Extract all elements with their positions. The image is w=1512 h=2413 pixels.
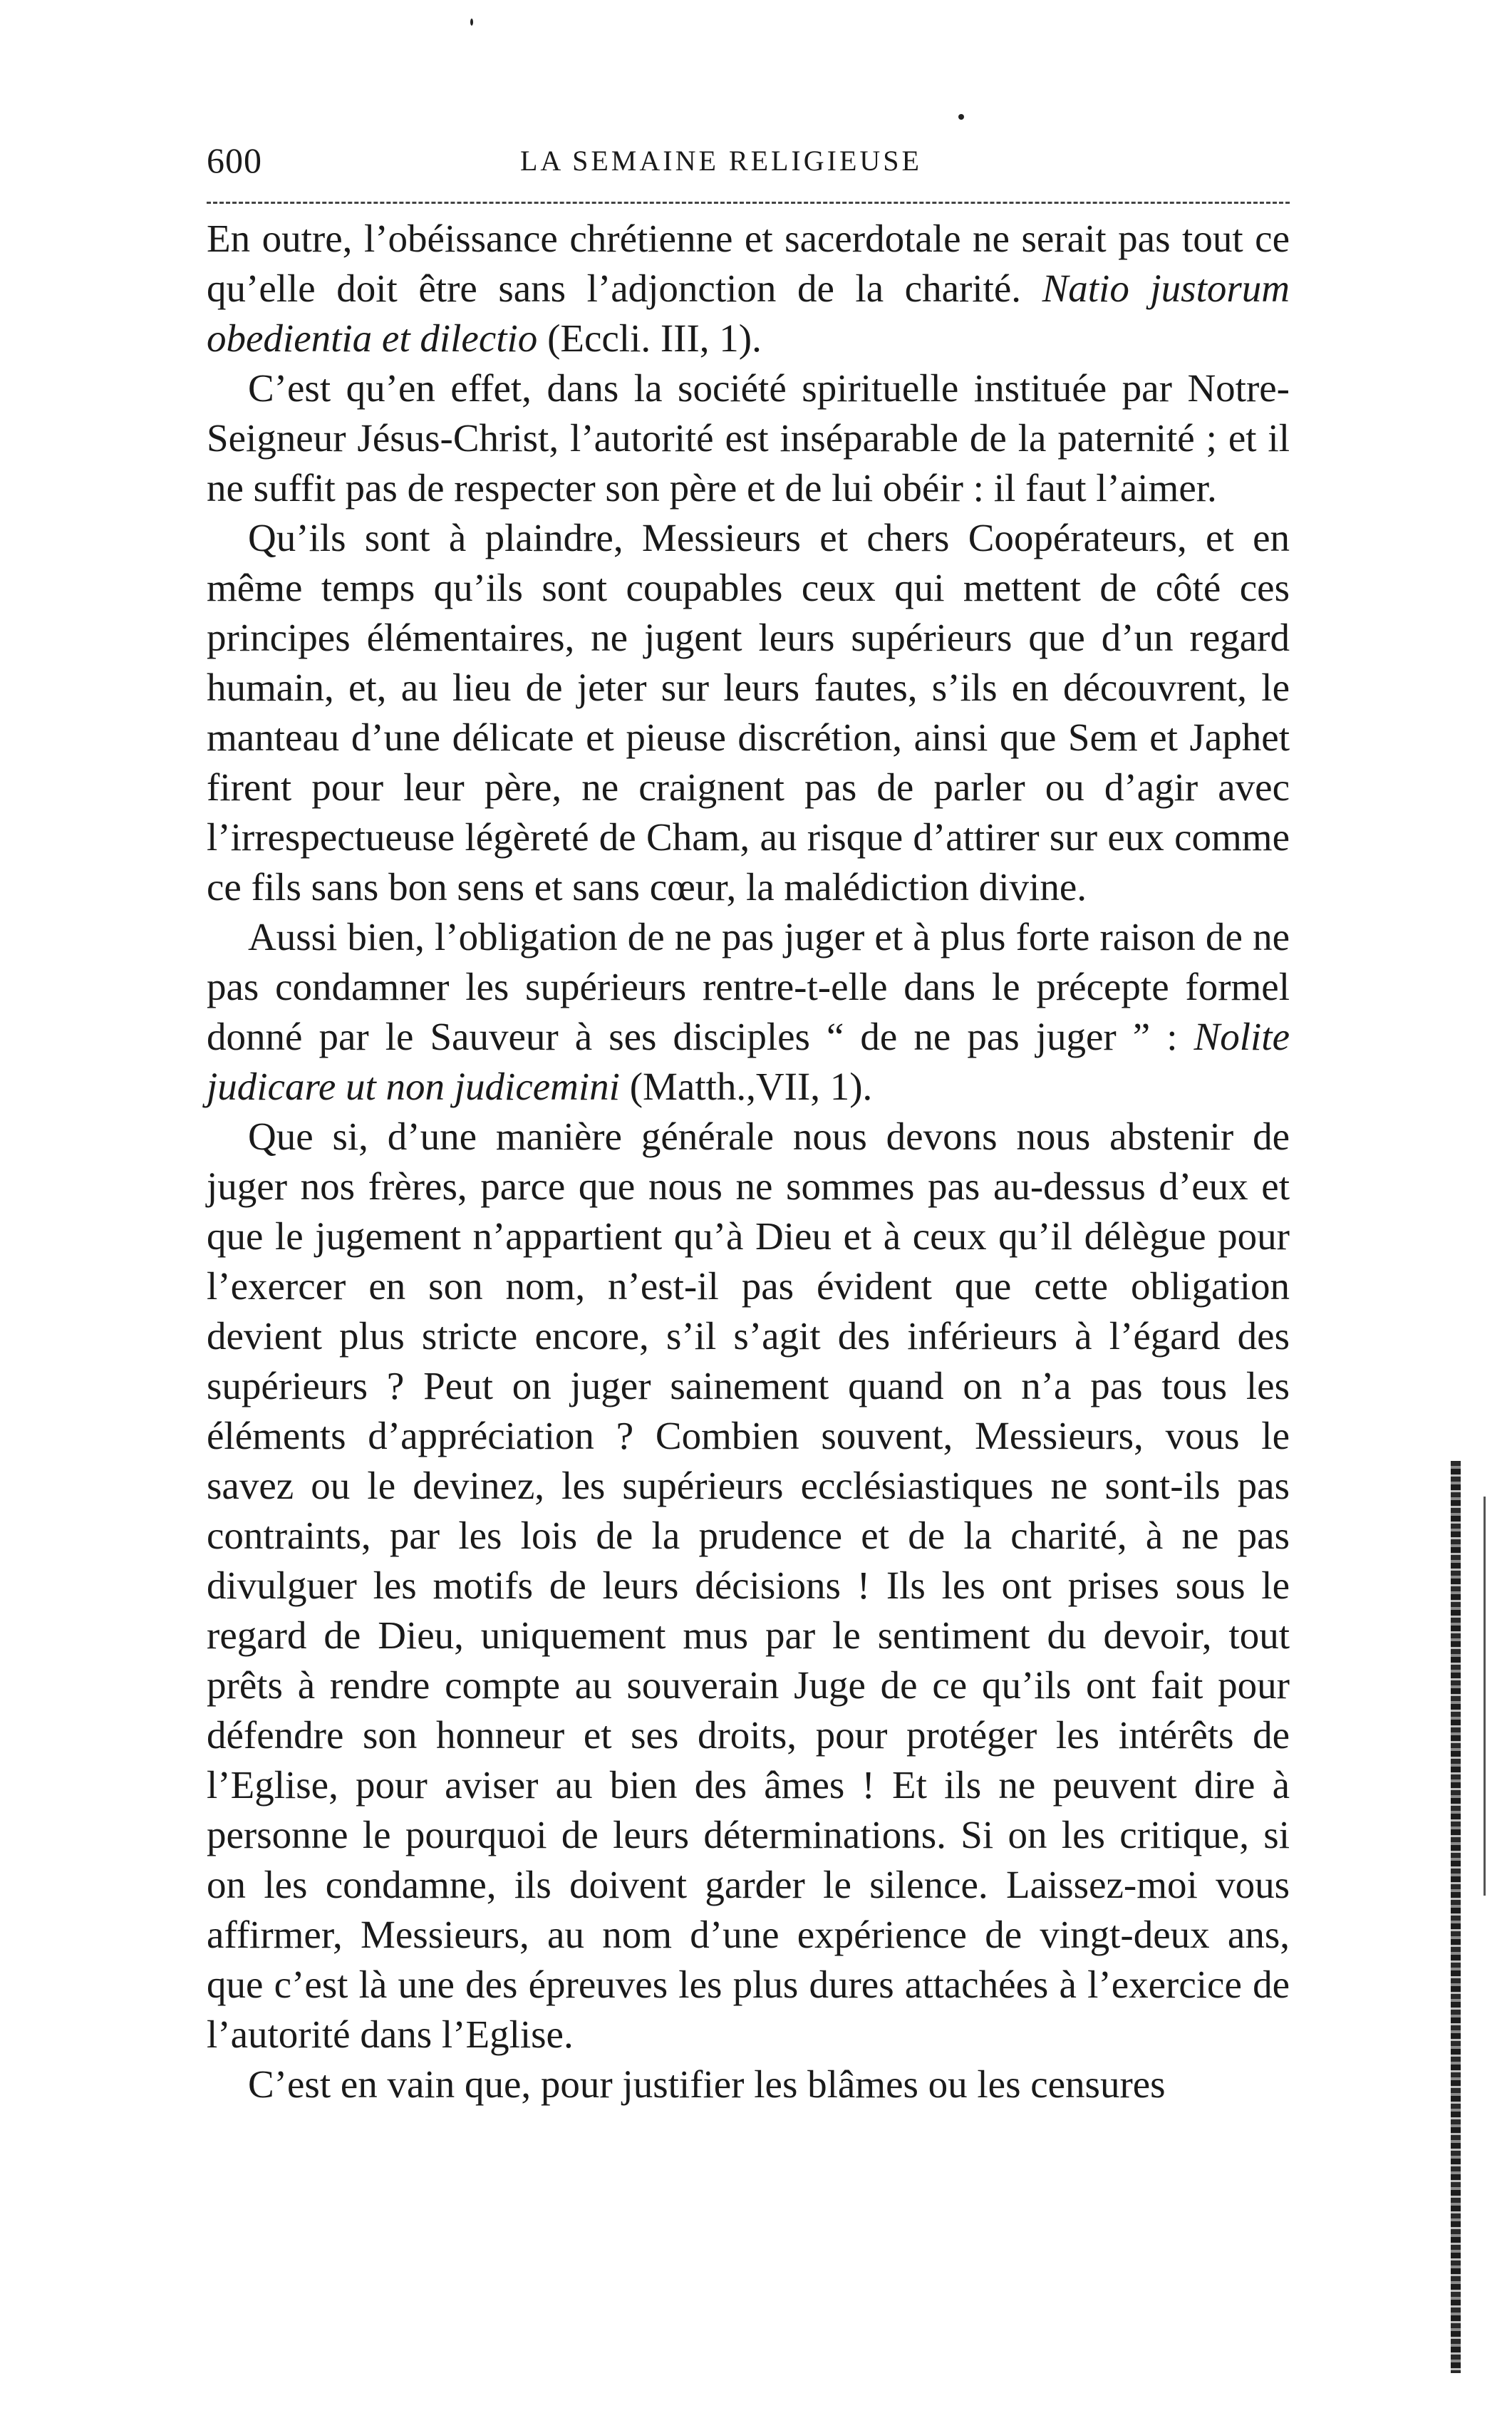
paragraph-text: Aussi bien, l’obligation de ne pas juger et à plus forte raison de ne pas condamner les supérieurs rentre-t-elle dans le précepte formel donné par le Sauveur à ses disciples “ de ne pas juger ” : [207, 915, 1290, 1058]
paragraph-text: (Eccli. III, 1). [537, 316, 762, 360]
paragraph-text: Qu’ils sont à plaindre, Messieurs et chers Coopérateurs, et en même temps qu’ils sont coupables ceux qui mettent de côté ces principes élémentaires, ne jugent leurs supérieurs que d’un regard humain, et, au lieu de jeter sur leurs fautes, s’ils en découvrent, le manteau d’une délicate et pieuse discrétion, ainsi que Sem et Japhet firent pour leur père, ne craignent pas de parler ou d’agir avec l’irrespectueuse légèreté de Cham, au risque d’attirer sur eux comme ce fils sans bon sens et sans cœur, la malédiction divine. [207, 516, 1290, 909]
paragraph-text: En outre, l’obéissance chrétienne et sacerdotale ne serait pas tout ce qu’elle doit être sans l’adjonction de la charité. [207, 217, 1290, 310]
paragraph [207, 2060, 1290, 2109]
paragraph-text: Que si, d’une manière générale nous devons nous abstenir de juger nos frères, parce que nous ne sommes pas au-dessus d’eux et que le jugement n’appartient qu’à Dieu et à ceux qu’il délègue pour l’exercer en son nom, n’est-il pas évident que cette obligation devient plus stricte encore, s’il s’agit des inférieurs à l’égard des supérieurs ? Peut on juger sainement quand on n’a pas tous les éléments d’appréciation ? Combien souvent, Messieurs, vous le savez ou le devinez, les supérieurs ecclésiastiques ne sont-ils pas contraints, par les lois de la prudence et de la charité, à ne pas divulguer les motifs de leurs décisions ! Ils les ont prises sous le regard de Dieu, uniquement mus par le sentiment du devoir, tout prêts à rendre compte au souverain Juge de ce qu’ils ont fait pour défendre son honneur et ses droits, pour protéger les intérêts de l’Eglise, pour aviser au bien des âmes ! Et ils ne peuvent dire à personne le pourquoi de leurs déterminations. Si on les critique, si on les condamne, ils doivent garder le silence. Laissez-moi vous affirmer, Messieurs, au nom d’une expérience de vingt-deux ans, que c’est là une des épreuves les plus dures attachées à l’exercice de l’autorité dans l’Eglise. [207, 1115, 1290, 2056]
paragraph [207, 1112, 1290, 2060]
body-text [207, 214, 1290, 2109]
latin-quotation: Natio justorum obedientia et dilectio [207, 267, 1290, 360]
header-rule [207, 202, 1290, 204]
paragraph [207, 513, 1290, 912]
scan-speck [470, 19, 473, 26]
scan-edge-mark [1451, 1461, 1461, 2373]
paragraph-text: C’est en vain que, pour justifier les blâmes ou les censures [248, 2062, 1166, 2106]
running-head: LA SEMAINE RELIGIEUSE [520, 145, 922, 177]
page-number: 600 [207, 140, 262, 180]
latin-quotation: Nolite judicare ut non judicemini [207, 1015, 1290, 1108]
page-header [207, 140, 1290, 190]
paragraph-text: (Matth.,VII, 1). [619, 1065, 873, 1108]
paragraph [207, 912, 1290, 1112]
paragraph [207, 363, 1290, 513]
paragraph-text: C’est qu’en effet, dans la société spirituelle instituée par Notre-Seigneur Jésus-Christ, l’autorité est inséparable de la paternité ; et il ne suffit pas de respecter son père et de lui obéir : il faut l’aimer. [207, 366, 1290, 510]
scan-speck [958, 114, 964, 120]
scan-edge-line [1483, 1497, 1486, 1896]
paragraph [207, 214, 1290, 363]
